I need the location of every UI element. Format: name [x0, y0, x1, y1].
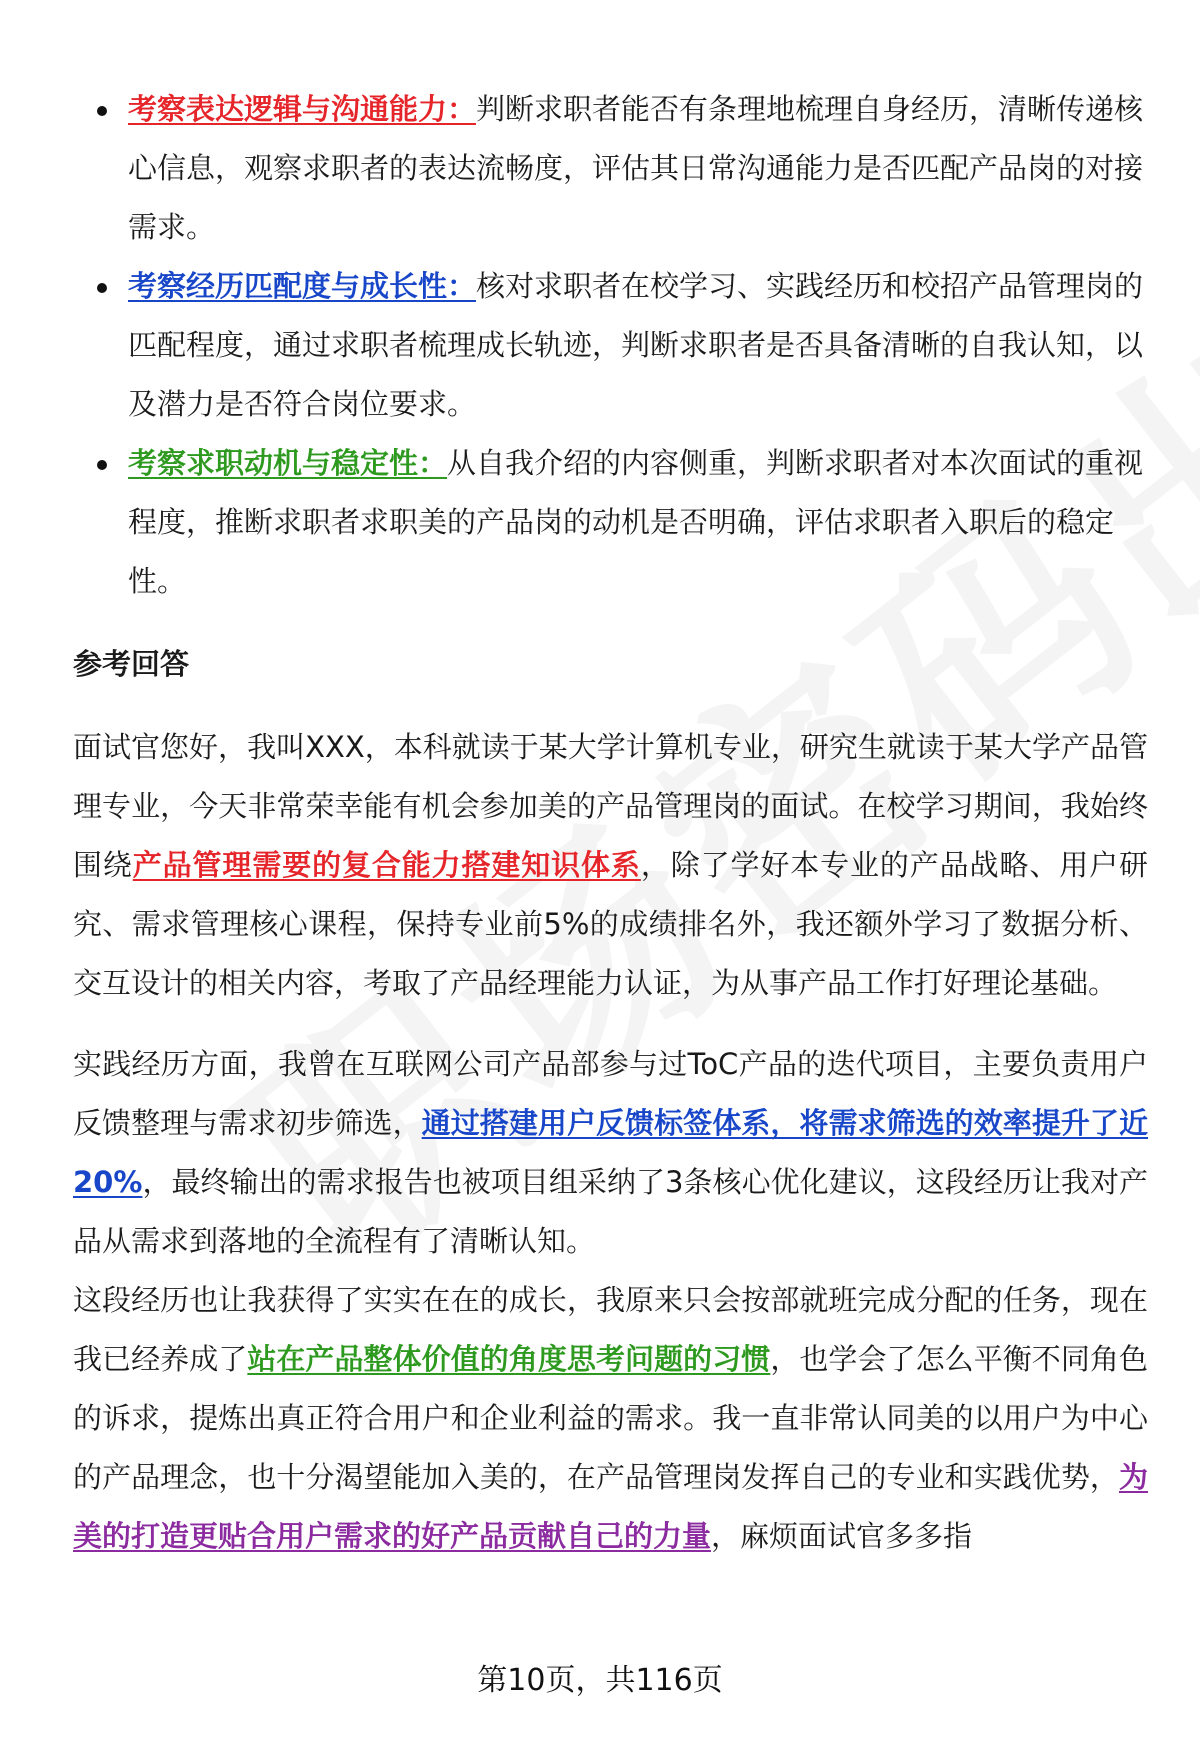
- paragraph-text: ，麻烦面试官多多指: [711, 1519, 973, 1553]
- bullet-text: 判断求职者能否有条理地梳理自身经历，清晰传递核心信息，观察求职者的表达流畅度，评估其日常沟通能力是否匹配产品岗的对接需求。: [128, 92, 1144, 244]
- section-title: 参考回答: [73, 647, 190, 681]
- highlight-text: 通过搭建用户反馈标签体系，将需求筛选的效率提升了近20%: [73, 1106, 1148, 1199]
- bullet-text: 核对求职者在校学习、实践经历和校招产品管理岗的匹配程度，通过求职者梳理成长轨迹，判断求职者是否具备清晰的自我认知，以及潜力是否符合岗位要求。: [128, 269, 1144, 421]
- bullet-title: 考察求职动机与稳定性：: [128, 446, 448, 480]
- page-number: 第10页，共116页: [477, 1663, 723, 1698]
- list-item: [73, 434, 1148, 611]
- highlight-text: 为美的打造更贴合用户需求的好产品贡献自己的力量: [73, 1460, 1148, 1553]
- bullet-dot-icon: [97, 283, 107, 293]
- paragraph-text: 这段经历也让我获得了实实在在的成长，我原来只会按部就班完成分配的任务，现在我已经养成了: [73, 1283, 1148, 1376]
- answer-paragraph-1: [73, 718, 1148, 1013]
- answer-paragraph-3: [73, 1271, 1148, 1566]
- bullet-dot-icon: [97, 460, 107, 470]
- list-item: [73, 257, 1148, 434]
- paragraph-text: 面试官您好，我叫XXX，本科就读于某大学计算机专业，研究生就读于某大学产品管理专业，今天非常荣幸能有机会参加美的产品管理岗的面试。在校学习期间，我始终围绕: [73, 730, 1148, 882]
- bullet-title: 考察表达逻辑与沟通能力：: [128, 92, 477, 126]
- list-item: [73, 80, 1148, 257]
- paragraph-text: ，最终输出的需求报告也被项目组采纳了3条核心优化建议，这段经历让我对产品从需求到落地的全流程有了清晰认知。: [73, 1165, 1148, 1258]
- paragraph-text: ，除了学好本专业的产品战略、用户研究、需求管理核心课程，保持专业前5%的成绩排名外，我还额外学习了数据分析、交互设计的相关内容，考取了产品经理能力认证，为从事产品工作打好理论基础。: [73, 848, 1148, 1000]
- bullet-title: 考察经历匹配度与成长性：: [128, 269, 477, 303]
- answer-paragraph-2: [73, 1035, 1148, 1271]
- highlight-text: 产品管理需要的复合能力搭建知识体系: [132, 848, 641, 882]
- bullet-text: 从自我介绍的内容侧重，判断求职者对本次面试的重视程度，推断求职者求职美的产品岗的动机是否明确，评估求职者入职后的稳定性。: [128, 446, 1144, 598]
- highlight-text: 站在产品整体价值的角度思考问题的习惯: [247, 1342, 771, 1376]
- evaluation-points-list: [73, 80, 1148, 611]
- bullet-dot-icon: [97, 106, 107, 116]
- page-content: [73, 80, 1148, 1566]
- paragraph-text: ，也学会了怎么平衡不同角色的诉求，提炼出真正符合用户和企业利益的需求。我一直非常认同美的以用户为中心的产品理念，也十分渴望能加入美的，在产品管理岗发挥自己的专业和实践优势，: [73, 1342, 1148, 1494]
- paragraph-text: 实践经历方面，我曾在互联网公司产品部参与过ToC产品的迭代项目，主要负责用户反馈整理与需求初步筛选，: [73, 1047, 1148, 1140]
